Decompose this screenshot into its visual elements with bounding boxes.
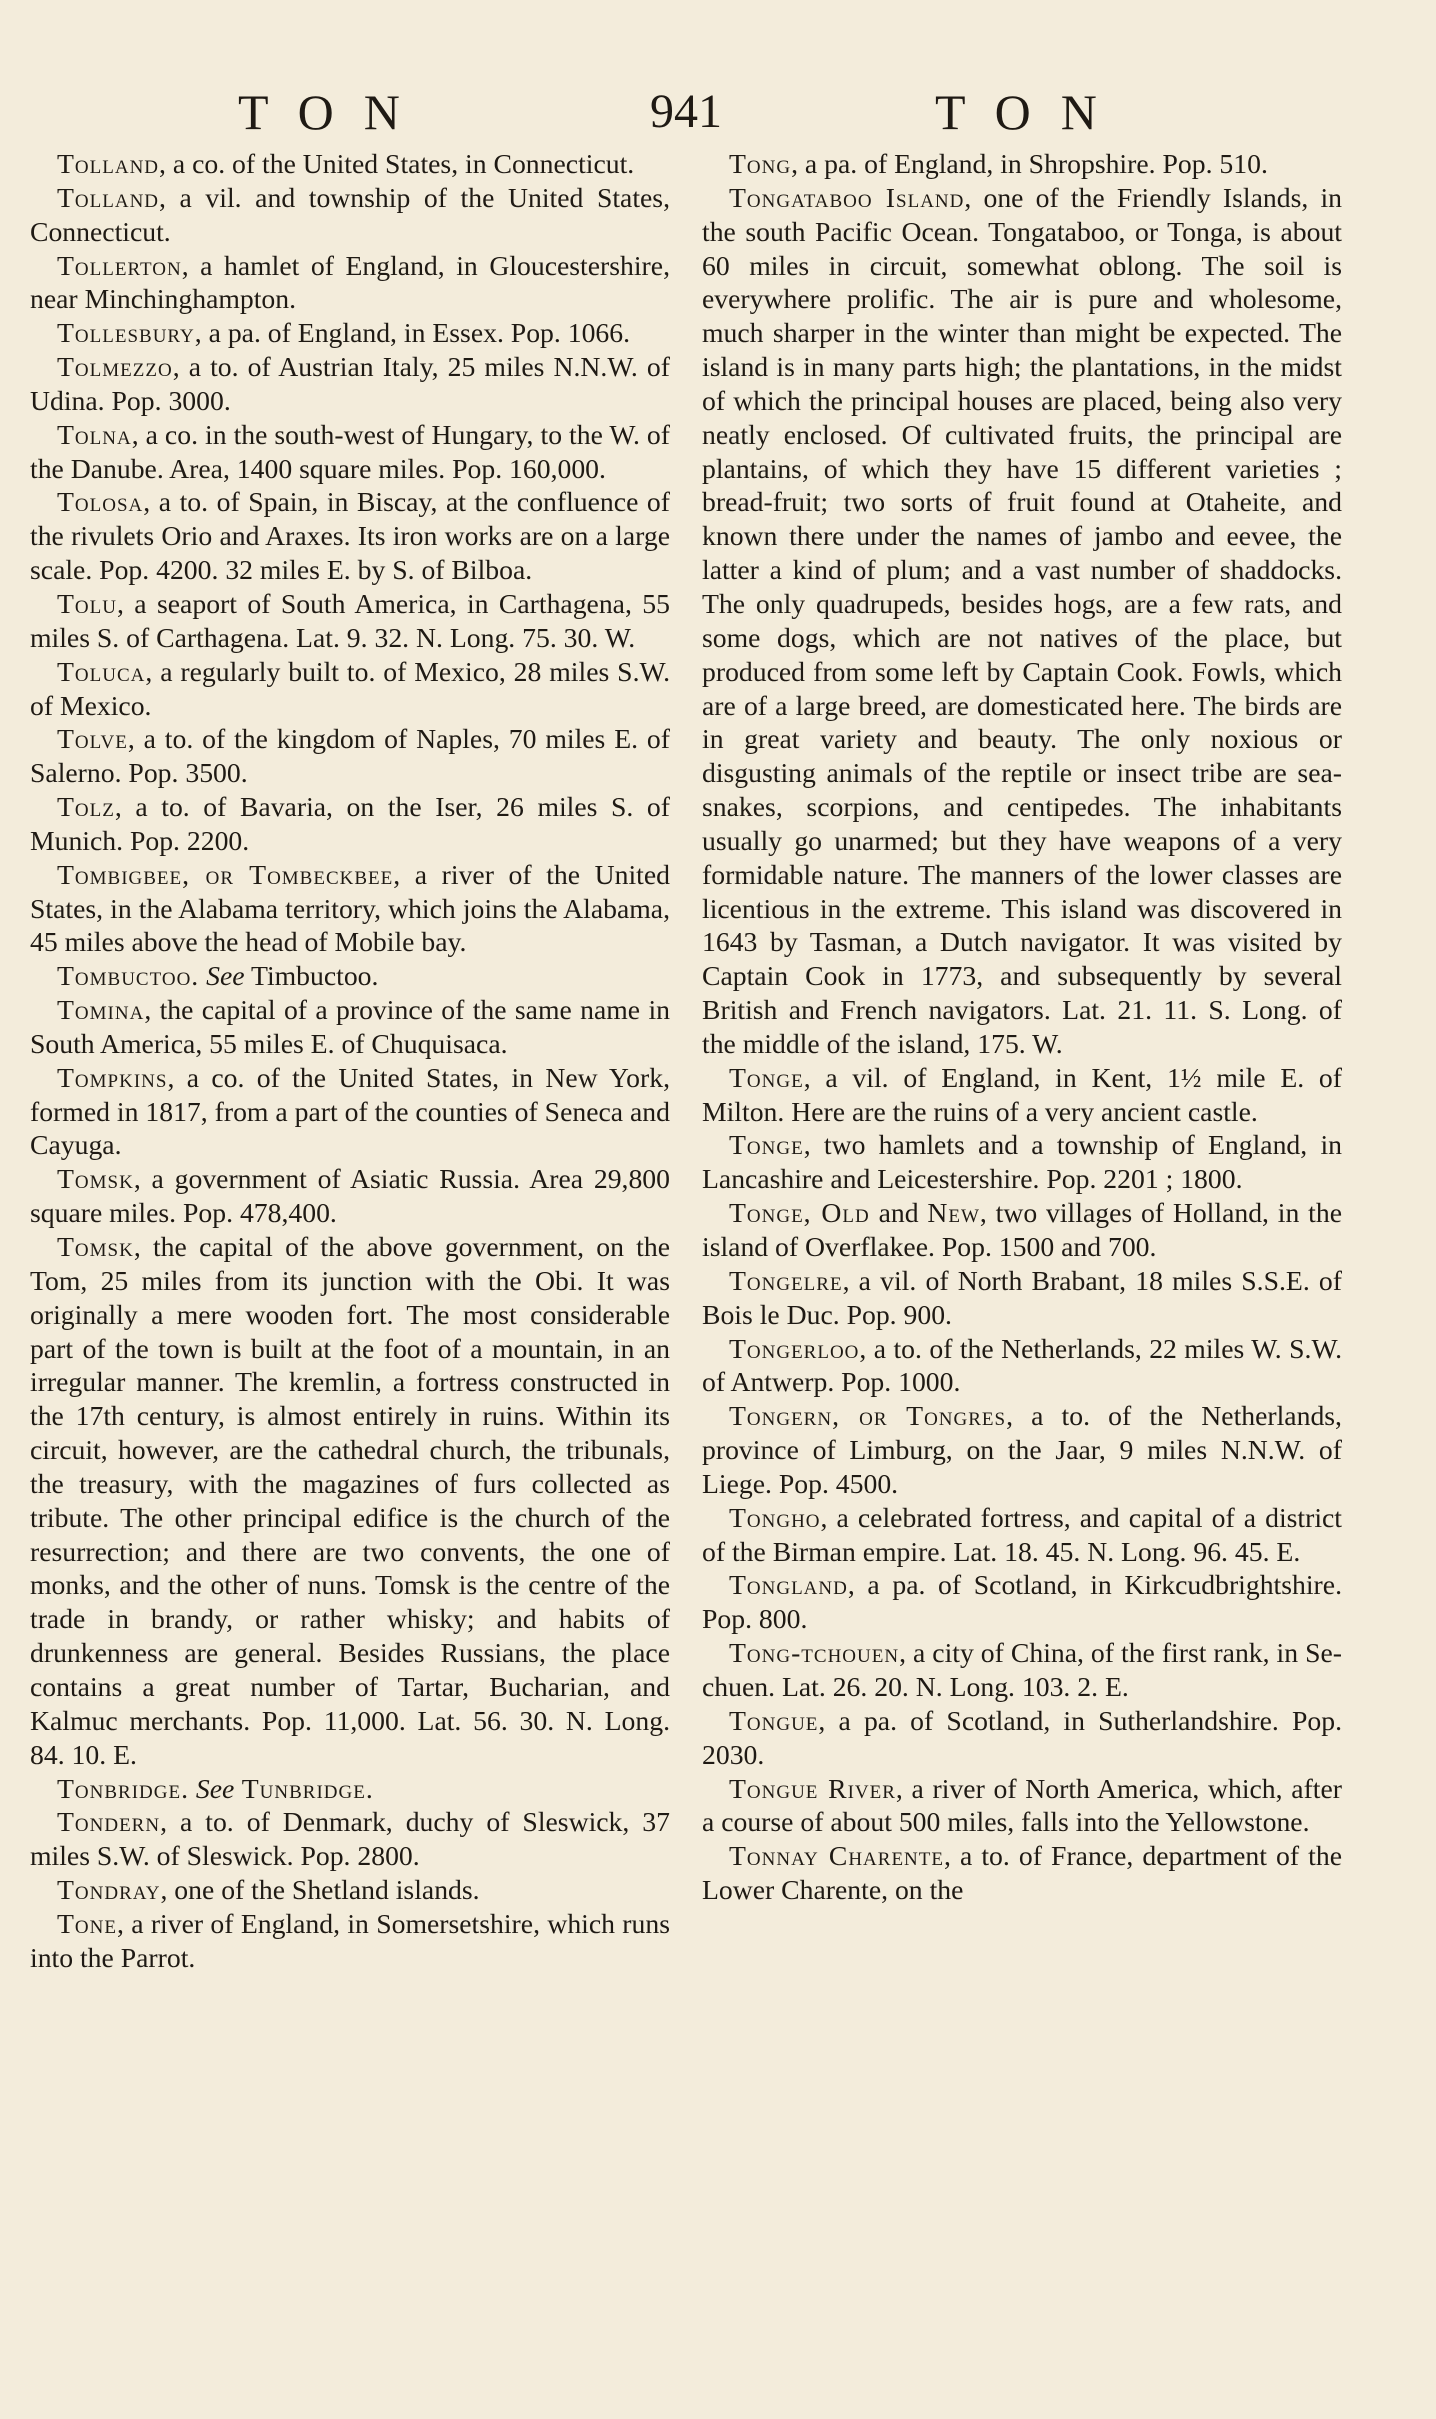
gazetteer-entry [702, 1264, 1342, 1332]
entry-headword: Tomsk [57, 1231, 134, 1262]
gazetteer-entry [702, 1128, 1342, 1196]
see-reference: See [206, 960, 245, 992]
entry-headword: Tompkins [57, 1061, 168, 1093]
gazetteer-entry [30, 1907, 670, 1975]
entry-text: , a pa. of Scotland, in Kirkcudbrightshire. Pop. 800. [702, 1569, 1342, 1635]
entry-text: , a co. in the south-west of Hungary, to the W. of the Danube. Area, 1400 square miles. Pop. 160,000. [30, 418, 670, 484]
entry-headword: Tongataboo Island [729, 181, 965, 213]
entry-headword: Tonge [729, 1129, 804, 1161]
gazetteer-entry [702, 181, 1342, 1061]
entry-text: , a pa. of England, in Essex. Pop. 1066. [194, 317, 631, 349]
entry-text: , a regularly built to. of Mexico, 28 miles S.W. of Mexico. [30, 655, 670, 721]
gazetteer-entry [30, 350, 670, 418]
entry-text: , a city of China, of the first rank, in Se-chuen. Lat. 26. 20. N. Long. 103. 2. E. [702, 1637, 1342, 1702]
header-left-word: TON [238, 84, 430, 140]
entry-headword: Tonge, Old [729, 1197, 870, 1229]
entry-text: , a pa. of Scotland, in Sutherlandshire. Pop. 2030. [702, 1704, 1342, 1770]
entry-text: , the capital of the above government, on the Tom, 25 miles from its junction with the Obi. It was originally a mere wooden fort. The most considerable part of the town is built at the foot of a mountain, in an irregular manner. The kremlin, a fortress constructed in the 17th century, is almost entirely in ruins. Within its circuit, however, are the cathedral church, the tribunals, the treasury, with the magazines of furs collected as tribute. The other principal edifice is the church of the resurrection; and there are two convents, the one of monks, and the other of nuns. Tomsk is the centre of the trade in brandy, or rather whisky; and habits of drunkenness are general. Besides Russians, the place contains a great number of Tartar, Bucharian, and Kalmuc merchants. Pop. 11,000. Lat. 56. 30. N. Long. 84. 10. E. [30, 1231, 670, 1770]
entry-text: Timbuctoo. [244, 960, 379, 992]
gazetteer-entry [30, 1061, 670, 1163]
entry-headword: Tolu [57, 587, 117, 619]
gazetteer-entry [30, 147, 670, 181]
gazetteer-entry [30, 181, 670, 249]
gazetteer-entry [702, 1061, 1342, 1129]
entry-headword: Tongerloo [729, 1332, 860, 1364]
entry-text: , a to. of Spain, in Biscay, at the confluence of the rivulets Orio and Araxes. Its iron works are on a large scale. Pop. 4200. 32 miles E. by S. of Bilboa. [30, 486, 670, 586]
gazetteer-entry [30, 1162, 670, 1230]
entry-headword: Tone [57, 1907, 117, 1939]
gazetteer-entry [702, 1399, 1342, 1501]
entry-text: and [869, 1197, 928, 1229]
entry-headword: Tongelre [729, 1264, 843, 1296]
entry-text: , a vil. of North Brabant, 18 miles S.S.E. of Bois le Duc. Pop. 900. [702, 1264, 1342, 1330]
entry-headword: Tongue River [729, 1772, 896, 1804]
gazetteer-entry [30, 655, 670, 723]
entry-headword: Tollerton [57, 249, 182, 281]
gazetteer-entry [30, 790, 670, 858]
entry-text: , a to. of Bavaria, on the Iser, 26 miles S. of Munich. Pop. 2200. [30, 791, 670, 856]
entry-headword: New [927, 1197, 980, 1229]
gazetteer-entry [30, 587, 670, 655]
gazetteer-entry [30, 1805, 670, 1873]
entry-headword: Tong [729, 148, 792, 179]
gazetteer-entry [30, 249, 670, 317]
entry-text: , a celebrated fortress, and capital of a district of the Birman empire. Lat. 18. 45. N. Long. 96. 45. E. [702, 1501, 1342, 1567]
entry-headword: Tolve [57, 723, 128, 755]
entry-headword: Tongho [729, 1501, 821, 1533]
entry-text: , the capital of a province of the same name in South America, 55 miles E. of Chuquisaca. [30, 994, 670, 1059]
entry-text: , a to. of the kingdom of Naples, 70 miles E. of Salerno. Pop. 3500. [30, 723, 670, 789]
gazetteer-entry [30, 722, 670, 790]
entry-text: , a to. of Austrian Italy, 25 miles N.N.W. of Udina. Pop. 3000. [30, 351, 670, 416]
entry-text: , a to. of Denmark, duchy of Sleswick, 37 miles S.W. of Sleswick. Pop. 2800. [30, 1806, 670, 1872]
entry-headword: Tonbridge. [57, 1772, 189, 1804]
entry-headword: Tolosa [57, 486, 144, 518]
entry-text: , a pa. of England, in Shropshire. Pop. 510. [791, 148, 1268, 179]
gazetteer-entry [30, 959, 670, 993]
gazetteer-entry [30, 485, 670, 587]
gazetteer-entry [702, 1636, 1342, 1704]
entry-headword: Tongland [729, 1569, 848, 1601]
entry-text: , one of the Friendly Islands, in the south Pacific Ocean. Tongataboo, or Tonga, is about 60 miles in circuit, somewhat oblong. The soil is everywhere prolific. The air is pure and wholesome, much sharper in the winter than might be expected. The island is in many parts high; the plantations, in the midst of which the principal houses are placed, being also very neatly enclosed. Of cultivated fruits, the principal are plantains, of which they have 15 different varieties ; bread-fruit; two sorts of fruit found at Otaheite, and known there under the names of jambo and eevee, the latter a kind of plum; and a vast number of shaddocks. The only quadrupeds, besides hogs, are a few rats, and some dogs, which are not natives of the place, but produced from some left by Captain Cook. Fowls, which are of a large breed, are domesticated here. The birds are in great variety and beauty. The only noxious or disgusting animals of the reptile or insect tribe are sea-snakes, scorpions, and centipedes. The inhabitants usually go unarmed; but they have weapons of a very formidable nature. The manners of the lower classes are licentious in the extreme. This island was discovered in 1643 by Tasman, a Dutch navigator. It was visited by Captain Cook in 1773, and subsequently by several British and French navigators. Lat. 21. 11. S. Long. of the middle of the island, 175. W. [702, 181, 1342, 1059]
entry-headword: Tombuctoo. [57, 960, 200, 992]
entry-text: , a river of the United States, in the Alabama territory, which joins the Alabama, 45 miles above the head of Mobile bay. [30, 858, 670, 958]
gazetteer-entry [702, 147, 1342, 181]
entry-headword: Tolland [57, 181, 160, 213]
entry-text: , two hamlets and a township of England, in Lancashire and Leicestershire. Pop. 2201 ; 1800. [702, 1129, 1342, 1195]
entry-text: Tunbridge. [234, 1772, 374, 1804]
gazetteer-entry [702, 1839, 1342, 1907]
entry-headword: Tondray [57, 1874, 161, 1906]
entry-text: , two villages of Holland, in the island of Overflakee. Pop. 1500 and 700. [702, 1197, 1342, 1262]
entry-headword: Tolland [57, 148, 160, 179]
entry-headword: Tolmezzo [57, 351, 173, 383]
entry-text: , a river of North America, which, after a course of about 500 miles, falls into the Yellowstone. [702, 1772, 1342, 1838]
entry-text: , a vil. and township of the United States, Connecticut. [30, 181, 670, 247]
entry-headword: Tolz [57, 791, 115, 823]
entry-text: , a to. of France, department of the Lower Charente, on the [702, 1840, 1342, 1906]
gazetteer-entry [702, 1568, 1342, 1636]
gazetteer-entry [30, 993, 670, 1061]
entry-headword: Tonnay Charente [729, 1840, 944, 1872]
entry-text: , a co. of the United States, in Connecticut. [159, 148, 635, 179]
gazetteer-entry [702, 1772, 1342, 1840]
entry-headword: Tollesbury [57, 317, 195, 349]
entry-text: , a co. of the United States, in New York, formed in 1817, from a part of the counties of Seneca and Cayuga. [30, 1061, 670, 1161]
entry-headword: Tongue [729, 1704, 819, 1736]
entry-headword: Tomina [57, 994, 145, 1026]
gazetteer-entry [30, 858, 670, 960]
gazetteer-entry [702, 1501, 1342, 1569]
entry-text: , a to. of the Netherlands, 22 miles W. S.W. of Antwerp. Pop. 1000. [702, 1332, 1342, 1398]
entry-text: , a to. of the Netherlands, province of Limburg, on the Jaar, 9 miles N.N.W. of Liege. Pop. 4500. [702, 1400, 1342, 1499]
entry-headword: Tombigbee, or Tombeckbee [57, 858, 394, 890]
entry-headword: Tongern, or Tongres [729, 1400, 1007, 1432]
gazetteer-entry [30, 418, 670, 486]
gazetteer-entry [30, 316, 670, 350]
entry-text: , a river of England, in Somersetshire, which runs into the Parrot. [30, 1907, 670, 1973]
entry-headword: Tolna [57, 418, 132, 450]
entry-headword: Toluca [57, 655, 146, 687]
entry-text: , a seaport of South America, in Carthagena, 55 miles S. of Carthagena. Lat. 9. 32. N. Long. 75. 30. W. [30, 587, 670, 653]
gazetteer-entry [702, 1332, 1342, 1400]
gazetteer-entry [30, 1230, 670, 1772]
entry-text: , a hamlet of England, in Gloucestershire, near Minchinghampton. [30, 249, 670, 315]
right-column [702, 147, 1342, 1907]
entry-headword: Tong-tchouen [729, 1637, 900, 1669]
gazetteer-entry [702, 1196, 1342, 1264]
running-header [0, 82, 1436, 152]
entry-headword: Tondern [57, 1806, 161, 1838]
entry-text: , one of the Shetland islands. [160, 1874, 480, 1906]
gazetteer-entry [30, 1772, 670, 1806]
entry-text: , a government of Asiatic Russia. Area 29,800 square miles. Pop. 478,400. [30, 1163, 670, 1229]
page-number: 941 [650, 85, 722, 138]
entry-text: , a vil. of England, in Kent, 1½ mile E. of Milton. Here are the ruins of a very ancient castle. [702, 1061, 1342, 1127]
header-right-word: TON [935, 84, 1127, 140]
gazetteer-entry [30, 1873, 670, 1907]
left-column [30, 147, 670, 1975]
entry-headword: Tomsk [57, 1163, 134, 1195]
entry-headword: Tonge [729, 1061, 804, 1093]
see-reference: See [195, 1772, 235, 1804]
gazetteer-entry [702, 1704, 1342, 1772]
